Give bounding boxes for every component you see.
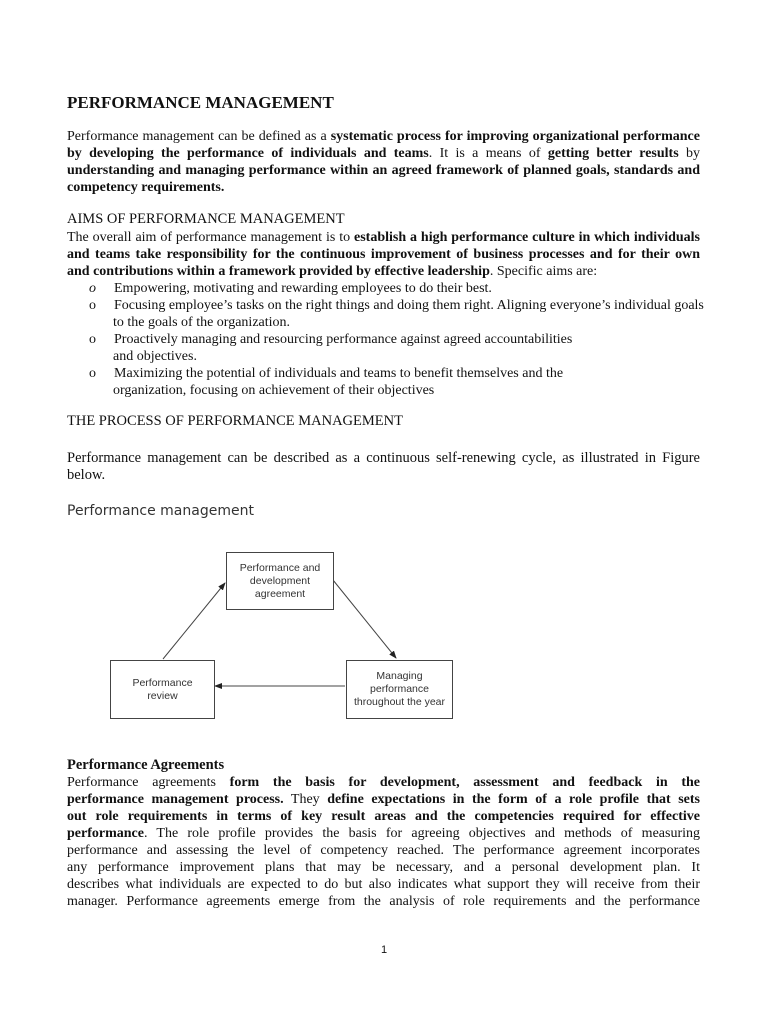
text-line (67, 893, 700, 910)
figure-title: Performance management (67, 503, 254, 519)
document-title: PERFORMANCE MANAGEMENT (67, 93, 334, 112)
text: . The role profile provides the basis for agreeing objectives and methods of measuring (143, 826, 700, 841)
bold-text: and contributions within a framework provided by effective leadership (67, 264, 490, 279)
bullet-text: Empowering, motivating and rewarding employees to do their best. (114, 281, 492, 296)
text: Performance management can be described as a continuous self-renewing cycle, as illustrated in Figure (67, 450, 700, 466)
bullet-marker-icon: o (89, 281, 96, 296)
bullet-text: organization, focusing on achievement of their objectives (113, 383, 435, 398)
bold-text: and teams take responsibility for the continuous improvement of business processes and for their own (67, 247, 700, 262)
bold-text: form the basis for development, assessment and feedback in the (229, 775, 700, 790)
text: by (678, 146, 700, 161)
box-managing-performance (346, 660, 453, 719)
text: . It is a means of (428, 146, 548, 161)
bold-text: understanding and managing performance within an agreed framework of planned goals, standards and (67, 163, 700, 178)
bold-text: establish a high performance culture in which individuals (354, 230, 700, 245)
arrow-review-to-agreement (163, 583, 225, 659)
bold-text: define expectations in the form of a role profile that sets (327, 792, 700, 807)
box-performance-review (110, 660, 215, 719)
bold-text: by developing the performance of individuals and teams (67, 146, 429, 161)
bullet-text: to the goals of the organization. (113, 315, 291, 330)
agreements-heading: Performance Agreements (67, 757, 225, 773)
text-line (67, 842, 700, 859)
agreements-paragraph (67, 774, 700, 910)
text: below. (67, 467, 106, 483)
bullet-marker-icon: o (89, 366, 96, 381)
box-label-line: Performance and (239, 561, 321, 574)
bold-text: performance (67, 826, 144, 841)
text-line (67, 859, 700, 876)
text: performance and assessing the level of competency reached. The performance agreement incorporates (67, 843, 700, 858)
bullet-marker-icon: o (89, 332, 96, 347)
process-heading: THE PROCESS OF PERFORMANCE MANAGEMENT (67, 413, 403, 429)
text: Performance agreements (67, 775, 230, 790)
text-line (67, 825, 700, 842)
text-line (67, 774, 700, 791)
bullet-text: Focusing employee’s tasks on the right things and doing them right. Aligning everyone’s individual goals (114, 298, 704, 313)
text: The overall aim of performance management is to (67, 230, 354, 245)
box-label-line: Performance (132, 676, 193, 689)
text: describes what individuals are expected to do but also indicates what support they will receive from their (67, 877, 700, 892)
bold-text: competency requirements. (67, 180, 225, 195)
bold-text: performance management process. (67, 792, 284, 807)
box-label-line: development (249, 574, 311, 587)
box-label-line: Managing (376, 670, 423, 682)
page-number: 1 (380, 944, 388, 956)
bullet-marker-icon: o (89, 298, 96, 313)
box-performance-agreement (226, 552, 334, 610)
box-label-line: throughout the year (353, 696, 446, 708)
box-label-line: performance (370, 683, 429, 695)
aims-heading: AIMS OF PERFORMANCE MANAGEMENT (67, 211, 345, 227)
text: They (283, 792, 328, 807)
bold-text: getting better results (547, 146, 679, 161)
text-line (67, 791, 700, 808)
box-label-line: agreement (254, 587, 306, 600)
text: any performance improvement plans that may be necessary, and a personal development plan. It (67, 860, 700, 875)
arrow-agreement-to-managing (333, 580, 396, 658)
bold-text: systematic process for improving organizational performance (330, 129, 700, 144)
bold-text: out role requirements in terms of key result areas and the competencies required for effective (67, 809, 700, 824)
box-label-line: review (147, 689, 178, 702)
bullet-text: Proactively managing and resourcing performance against agreed accountabilities (114, 332, 573, 347)
text-line (67, 808, 700, 825)
text: . Specific aims are: (489, 264, 598, 279)
bullet-text: and objectives. (113, 349, 197, 364)
text: Performance management can be defined as a (67, 129, 331, 144)
bullet-text: Maximizing the potential of individuals and teams to benefit themselves and the (114, 366, 564, 381)
text-line (67, 876, 700, 893)
text: manager. Performance agreements emerge from the analysis of role requirements and the performance (67, 894, 700, 909)
